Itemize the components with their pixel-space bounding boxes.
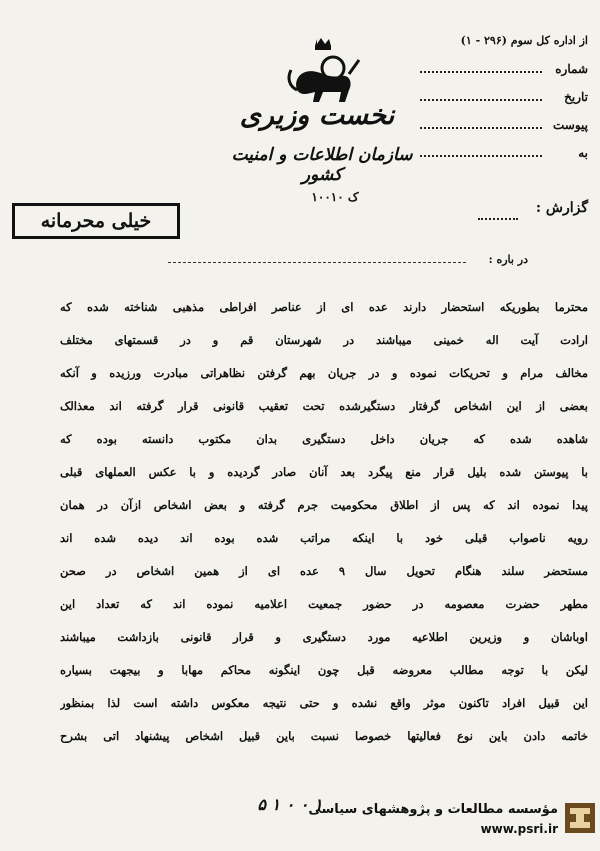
report-heading: گزارش : (535, 200, 588, 216)
body-line: شاهده شده که جریان داخل دستگیری بدان مکتوب دانسته بوده که (60, 432, 588, 446)
body-line: مستحضر سلند هنگام تحویل سال ۹ عده ای از همین اشخاص در صحن (60, 564, 588, 578)
number-label: شماره (555, 62, 588, 76)
attachment-field (420, 118, 588, 132)
watermark-institute-name: مؤسسه مطالعات و پژوهشهای سیاسی (308, 802, 558, 817)
institute-logo-icon (565, 803, 595, 833)
office-subtitle: سازمان اطلاعات و امنیت کشور (231, 145, 413, 185)
report-dotted-line (478, 218, 518, 220)
subject-dashed-line (168, 262, 466, 263)
watermark-url[interactable]: www.psri.ir (480, 822, 558, 836)
lion-and-sun-emblem-icon (283, 38, 363, 108)
body-line: پیدا نموده اند که پس از اطلاق محکومیت جرم گرفته و بعض اشخاص ازآن در همان (60, 498, 588, 512)
body-line: ارادت آیت اله خمینی میباشند در شهرستان قم و در قسمتهای مختلف (60, 333, 588, 347)
number-field (420, 62, 588, 76)
date-label: تاریخ (564, 90, 588, 104)
attachment-label: پیوست (553, 118, 588, 132)
date-dotted-line (420, 99, 542, 101)
recipient-label: به (578, 146, 588, 160)
number-dotted-line (420, 71, 542, 73)
subject-label: در باره : (488, 253, 528, 266)
attachment-dotted-line (420, 127, 542, 129)
body-line: اوباشان و وزیرین اطلاعیه مورد دستگیری و قرار قانونی بازداشت میباشند (60, 630, 588, 644)
body-line: بعضی از این اشخاص گرفتار دستگیرشده تحت تعقیب قانونی قرار گرفته اند معذالک (60, 399, 588, 413)
body-line: رویه ناصواب قبلی خود با اینکه مراتب شده بوده اند دیده شده اند (60, 531, 588, 545)
office-title: نخست وزیری (239, 100, 395, 131)
body-line: مخالف مرام و تحریکات نموده و در جریان بهم گرفتن نظاهراتی مبادرت ورزیده و آنکه (60, 366, 588, 380)
office-code: ۱۰۰۱۰ ک (311, 190, 359, 204)
department-reference: از اداره کل سوم (۲۹۶ - ۱) (460, 34, 588, 47)
date-field (420, 90, 588, 104)
body-line: محترما بطوریکه استحضار دارند عده ای از عناصر افراطی مذهبی شناخته شده که (60, 300, 588, 314)
body-line: این قبیل افراد تاکنون موثر واقع نشده و حتی نتیجه معکوس داشته است لذا بمنظور (60, 696, 588, 710)
recipient-dotted-line (420, 155, 542, 157)
body-line: مطهر حضرت معصومه در حضور جمعیت اعلامیه نموده اند که تعداد این (60, 597, 588, 611)
body-line: با پیوستن شده بلیل قرار منع پیگرد بعد آنان صادر گردیده و با عکس العملهای قبلی (60, 465, 588, 479)
body-line: خاتمه دادن باین نوع فعالیتها خصوصا نسبت باین قبیل اشخاص پیشنهاد اتی بشرح (60, 729, 588, 743)
classification-stamp: خیلی محرمانه (12, 203, 180, 239)
body-line: لیکن با توجه مطالب معروضه قبل چون اینگونه محاکم مهابا و بیجهت بسیاره (60, 663, 588, 677)
handwritten-number: ۵ ۱ ۰ ۰ ۱ (257, 795, 323, 814)
recipient-field (420, 146, 588, 160)
body-text (60, 291, 588, 753)
